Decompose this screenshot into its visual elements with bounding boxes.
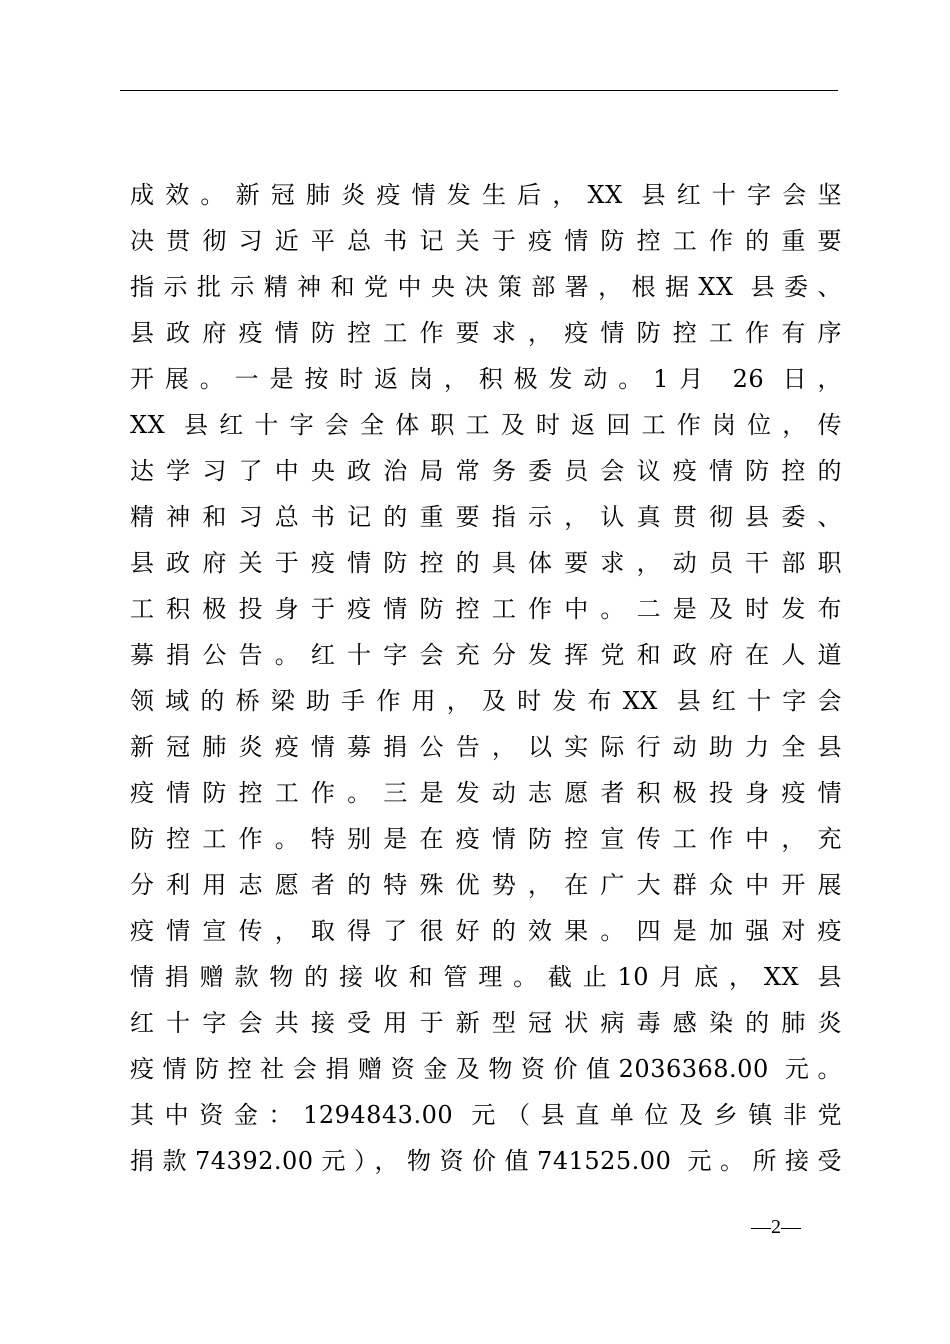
- body-line: 分利用志愿者的特殊优势，在广大群众中开展: [130, 871, 842, 899]
- body-line: 县政府疫情防控工作要求，疫情防控工作有序: [130, 319, 842, 347]
- body-line: 新冠肺炎疫情募捐公告，以实际行动助力全县: [130, 733, 842, 761]
- header-rule: [120, 90, 838, 91]
- body-line: 捐款74392.00元），物资价值741525.00 元。所接受: [130, 1147, 842, 1175]
- body-line: 红十字会共接受用于新型冠状病毒感染的肺炎: [130, 1009, 842, 1037]
- body-line: 疫情宣传，取得了很好的效果。四是加强对疫: [130, 917, 842, 945]
- body-line: 领域的桥梁助手作用，及时发布XX 县红十字会: [130, 687, 842, 715]
- body-line: 县政府关于疫情防控的具体要求，动员干部职: [130, 549, 842, 577]
- body-line: 工积极投身于疫情防控工作中。二是及时发布: [130, 595, 842, 623]
- body-line: 情捐赠款物的接收和管理。截止10月底，XX 县: [130, 963, 842, 991]
- page-number: —2—: [751, 1216, 801, 1238]
- body-line: 募捐公告。红十字会充分发挥党和政府在人道: [130, 641, 842, 669]
- body-line: 防控工作。特别是在疫情防控宣传工作中，充: [130, 825, 842, 853]
- body-line: 其中资金：1294843.00 元（县直单位及乡镇非党: [130, 1101, 842, 1129]
- body-line: 开展。一是按时返岗，积极发动。1月 26 日，: [130, 365, 842, 393]
- body-line: 指示批示精神和党中央决策部署，根据XX 县委、: [130, 273, 842, 301]
- body-line: 决贯彻习近平总书记关于疫情防控工作的重要: [130, 227, 842, 255]
- body-line: 精神和习总书记的重要指示，认真贯彻县委、: [130, 503, 842, 531]
- body-line: XX 县红十字会全体职工及时返回工作岗位，传: [130, 411, 842, 439]
- body-line: 成效。新冠肺炎疫情发生后，XX 县红十字会坚: [130, 181, 842, 209]
- body-line: 达学习了中央政治局常务委员会议疫情防控的: [130, 457, 842, 485]
- body-line: 疫情防控工作。三是发动志愿者积极投身疫情: [130, 779, 842, 807]
- body-line: 疫情防控社会捐赠资金及物资价值2036368.00 元。: [130, 1055, 842, 1083]
- document-body: [130, 172, 842, 1184]
